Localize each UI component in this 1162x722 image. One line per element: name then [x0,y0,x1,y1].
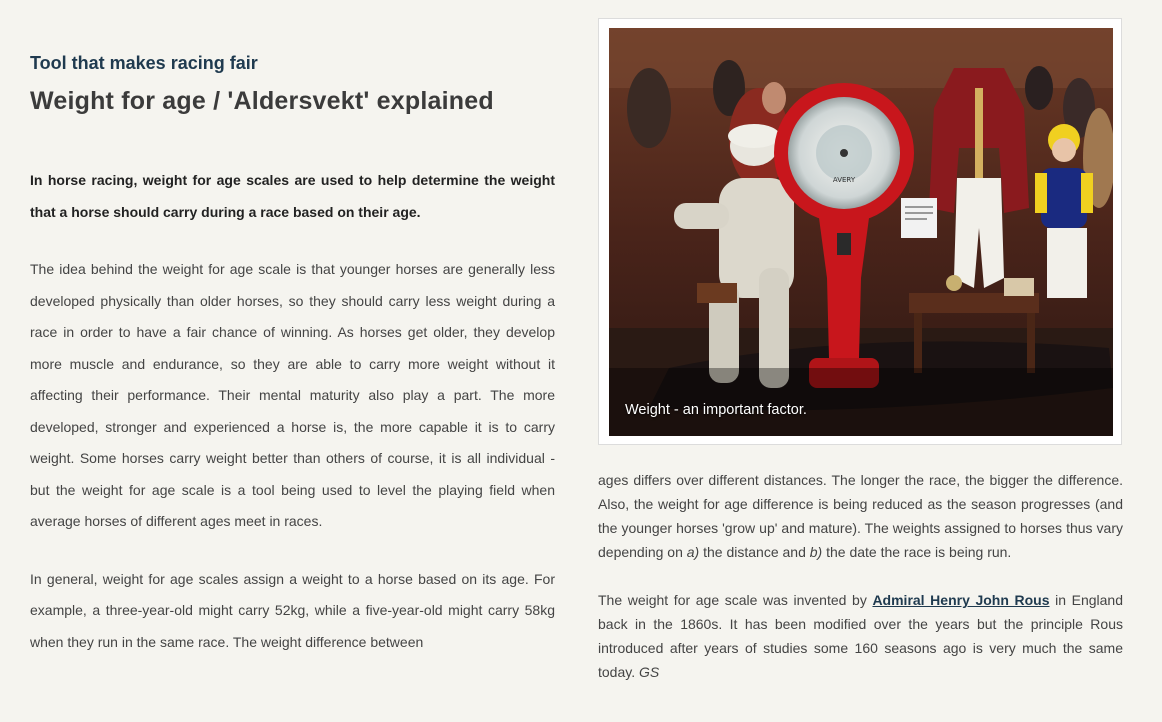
article-paragraph-4 [598,588,1123,684]
paragraph-3-b: b) [809,544,823,560]
article-title: Weight for age / 'Aldersvekt' explained [30,87,494,115]
photo-illustration [609,28,1113,436]
article-paragraph-2: In general, weight for age scales assign a weight to a horse based on its age. For example, a three-year-old might carry 52kg, while a five-year-old might carry 58kg when they run in the same race. The weight difference between [30,570,555,650]
scale-brand-text: AVERY [832,176,856,184]
paragraph-4-start: The weight for age scale was invented by [598,592,873,608]
article-kicker: Tool that makes racing fair [30,53,258,73]
paragraph-3-a: a) [686,544,700,560]
article-figure [598,18,1122,445]
article-paragraph-3 [598,468,1123,564]
article-left-column [30,48,555,658]
admiral-rous-link[interactable]: Admiral Henry John Rous [872,592,1050,608]
paragraph-4-end: in England back in the 1860s. It has been modified over the years but the principle Rous introduced after years of studies some 160 seasons ago is very much the same today. [598,592,1124,680]
paragraph-3-mid: the distance and [699,544,810,560]
paragraph-3-text: ages differs over different distances. The longer the race, the bigger the difference. Also, the weight for age difference is being reduced as the season progresses (and the younger horses 'grow up' and mature). The weights assigned to horses thus vary depending on [598,472,1123,560]
article-paragraph-1: The idea behind the weight for age scale is that younger horses are generally less developed physically than older horses, so they should carry less weight during a race in order to have a fair chance of winning. As horses get older, they develop more muscle and endurance, so they are able to carry more weight without it affecting their performance. Their mental maturity also play a part. The more developed, stronger and experienced a horse is, the more capable it is to carry weight. Some horses carry weight better than others of course, it is all individual - but the weight for age scale is a tool being used to level the playing field when average horses of different ages meet in races. [30,261,555,529]
museum-scale-photo [609,28,1113,436]
author-signature: GS [639,664,660,680]
article-right-column [598,468,1123,684]
article-lead: In horse racing, weight for age scales are used to help determine the weight that a horse should carry during a race based on their age. [30,172,555,220]
figure-caption: Weight - an important factor. [625,402,807,418]
paragraph-3-end: the date the race is being run. [822,544,1012,560]
